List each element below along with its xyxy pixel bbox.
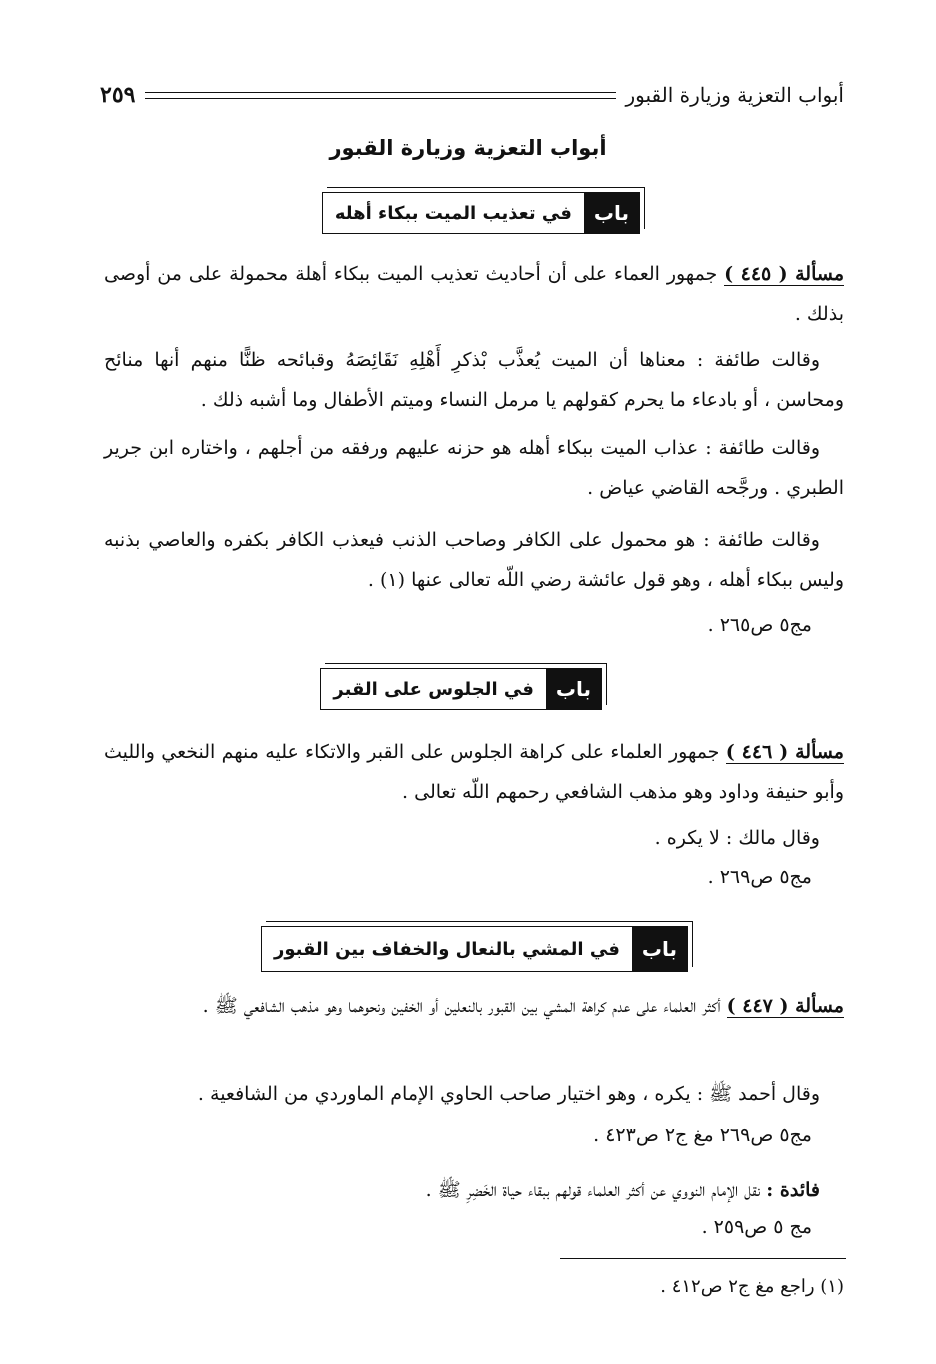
section-heading-1	[322, 192, 640, 234]
paragraph-opinion-1	[104, 340, 844, 420]
section-heading-2	[320, 668, 602, 710]
issue-number: مسألة ( ٤٤٥ )	[724, 263, 844, 285]
bab-label: باب	[546, 669, 601, 709]
chapter-title: أبواب التعزية وزيارة القبور	[329, 136, 607, 160]
paragraph-issue-447	[104, 986, 844, 1026]
paragraph-text: وقالت طائفة : معناها أن الميت يُعذَّب بْذكرِ أَهْلِهِ نَقَائِصَهُ وقبائحه ظنًّا منهم أنها منائح ومحاسن ، أو بادعاء ما يحرم كقولهم يا مرمل النساء وميتم الأطفال وما أشبه ذلك .	[104, 349, 844, 411]
paragraph-text: وقالت طائفة : عذاب الميت ببكاء أهله هو حزنه عليهم ورفقه من أجلهم ، واختاره ابن جرير الطبري . ورجَّحه القاضي عياض .	[104, 437, 844, 499]
issue-number: مسألة ( ٤٤٧ )	[726, 995, 844, 1017]
bab-label: باب	[632, 927, 687, 971]
footnote: (١) راجع مغ ج٢ ص٤١٢ .	[660, 1276, 844, 1297]
bab-label: باب	[584, 193, 639, 233]
bab-title: في المشي بالنعال والخفاف بين القبور	[273, 938, 620, 960]
bab-title: في تعذيب الميت ببكاء أهله	[334, 202, 572, 224]
paragraph-issue-446	[104, 732, 844, 812]
running-head	[100, 78, 844, 112]
source-reference: مج٥ ص٢٦٥ .	[707, 614, 812, 636]
paragraph-text: جمهور العماء على أن أحاديث تعذيب الميت ببكاء أهلة محمولة على من أوصى بذلك .	[104, 263, 844, 325]
paragraph-text: وقالت طائفة : هو محمول على الكافر وصاحب الذنب فيعذب الكافر بكفره والعاصي بذنبه وليس ببكاء أهله ، وهو قول عائشة رضي اللّه تعالى عنها (١) .	[104, 529, 844, 591]
paragraph-text: أكثر العلماء على عدم كراهة المشي بين القبور بالنعلين أو الخفين ونحوهما وهو مذهب الشافعي ﷺ .	[202, 995, 727, 1017]
source-reference: مج٥ ص٢٦٩ .	[707, 866, 812, 888]
issue-number: مسألة ( ٤٤٦ )	[725, 741, 844, 763]
section-heading-3	[261, 926, 688, 972]
benefit-label: فائدة :	[766, 1179, 820, 1201]
page-number: ٢٥٩	[100, 82, 136, 108]
source-reference: مج٥ ص٢٦٩ مغ ج٢ ص٤٢٣ .	[593, 1124, 812, 1146]
source-reference: مج ٥ ص٢٥٩ .	[701, 1216, 812, 1238]
paragraph-text: وقال مالك : لا يكره .	[654, 827, 820, 849]
paragraph-text: نقل الإمام النووي عن أكثر العلماء قولهم ببقاء حياة الخَضِرِ ﷺ .	[425, 1179, 767, 1201]
paragraph-text: جمهور العلماء على كراهة الجلوس على القبر والاتكاء عليه منهم النخعي والليث وأبو حنيفة وداود وهو مذهب الشافعي رحمهم اللّه تعالى .	[104, 741, 844, 803]
paragraph-opinion-3	[104, 520, 844, 600]
footnote-separator	[560, 1258, 846, 1259]
paragraph-issue-445	[104, 254, 844, 334]
paragraph-opinion-ahmad	[104, 1074, 844, 1114]
bab-title: في الجلوس على القبر	[333, 678, 534, 700]
paragraph-opinion-2	[104, 428, 844, 508]
paragraph-opinion-malik	[104, 818, 844, 858]
paragraph-benefit	[104, 1170, 844, 1210]
running-head-rule	[145, 92, 615, 99]
paragraph-text: وقال أحمد ﷺ : يكره ، وهو اختيار صاحب الحاوي الإمام الماوردي من الشافعية .	[197, 1083, 820, 1105]
running-head-title: أبواب التعزية وزيارة القبور	[625, 83, 844, 107]
